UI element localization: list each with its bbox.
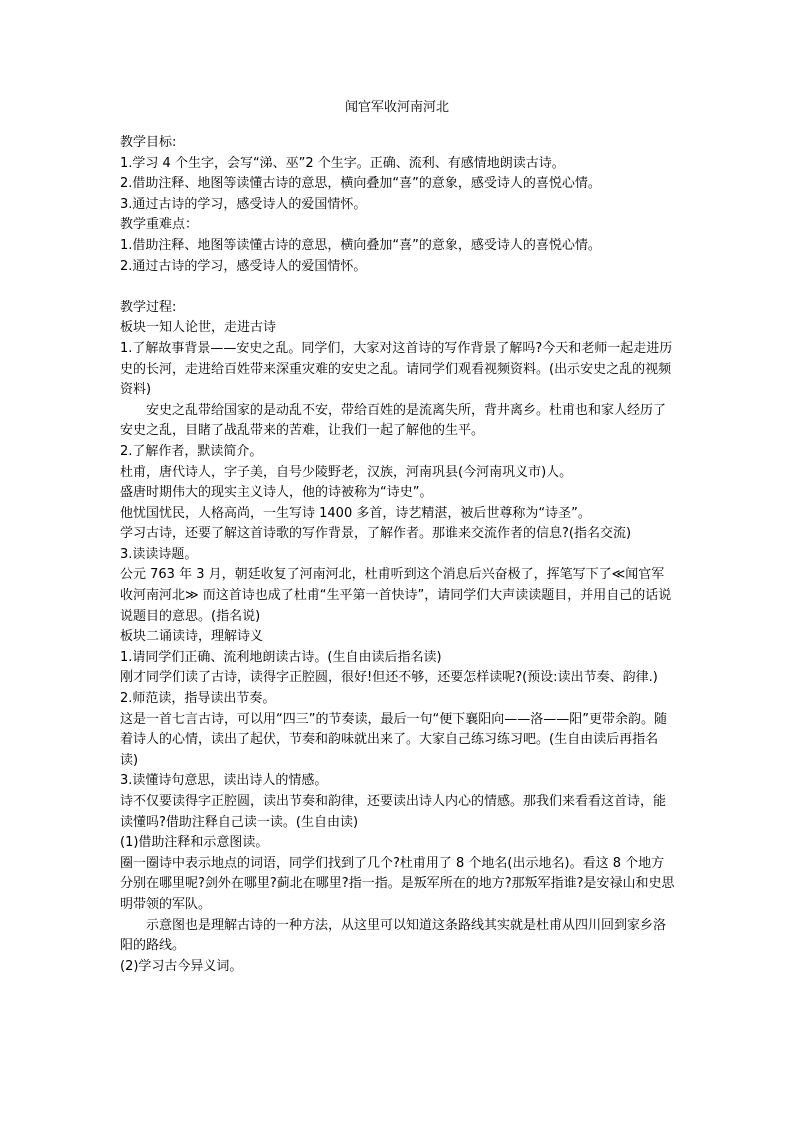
key-point-item: 2.通过古诗的学习，感受诗人的爱国情怀。 [120,258,367,274]
paragraph: 圈一圈诗中表示地点的词语，同学们找到了几个?杜甫用了 8 个地名(出示地名)。看这 8 个地方分别在哪里呢?剑外在哪里?蓟北在哪里?指一指。是叛军所在的地方?那叛军指谁?是安禄山和史思明带领的军队。 [120,855,675,912]
paragraph: 安史之乱带给国家的是动乱不安，带给百姓的是流离失所，背井离乡。杜甫也和家人经历了安史之乱，目睹了战乱带来的苦难，让我们一起了解他的生平。 [120,402,667,439]
paragraph: 诗不仅要读得字正腔圆，读出节奏和韵律，还要读出诗人内心的情感。那我们来看看这首诗，能读懂吗?借助注释自己读一读。(生自由读) [120,794,667,830]
paragraph: 这是一首七言古诗，可以用“四三”的节奏读，最后一句“便下襄阳向——洛——阳”更带余韵。随着诗人的心情，读出了起伏，节奏和韵味就出来了。大家自己练习练习吧。(生自由读后再指名读) [120,711,667,768]
paragraph: 1.了解故事背景——安史之乱。同学们，大家对这首诗的写作背景了解吗?今天和老师一起走进历史的长河，走进给百姓带来深重灾难的安史之乱。请同学们观看视频资料。(出示安史之乱的视频资料) [120,340,673,398]
sub-step-heading: (2)学习古今异义词。 [120,958,243,974]
section-heading-process: 教学过程: [120,299,177,315]
step-heading: 2.师范读，指导读出节奏。 [120,691,276,707]
paragraph: 学习古诗，还要了解这首诗歌的写作背景，了解作者。那谁来交流作者的信息?(指名交流) [120,526,632,542]
sub-step-heading: (1)借助注释和示意图读。 [120,835,269,851]
paragraph: 他忧国忧民，人格高尚，一生写诗 1400 多首，诗艺精湛，被后世尊称为“诗圣”。 [120,505,591,521]
paragraph: 示意图也是理解古诗的一种方法，从这里可以知道这条路线其实就是杜甫从四川回到家乡洛阳的路线。 [120,917,667,954]
objective-item: 3.通过古诗的学习，感受诗人的爱国情怀。 [120,196,367,212]
step-heading: 2.了解作者，默读简介。 [120,443,263,459]
paragraph: 刚才同学们读了古诗，读得字正腔圆，很好!但还不够，还要怎样读呢?(预设:读出节奏、韵律.) [120,670,658,686]
step-heading: 1.请同学们正确、流利地朗读古诗。(生自由读后指名读) [120,649,442,665]
blank-line [120,277,676,298]
paragraph: 盛唐时期伟大的现实主义诗人，他的诗被称为“诗史”。 [120,485,433,501]
objective-item: 2.借助注释、地图等读懂古诗的意思，横向叠加“喜”的意象，感受诗人的喜悦心情。 [120,176,601,192]
block-heading: 板块二诵读诗，理解诗义 [120,629,264,645]
objective-item: 1.学习 4 个生字，会写“涕、巫”2 个生字。正确、流利、有感情地朗读古诗。 [120,155,565,171]
paragraph: 杜甫，唐代诗人，字子美，自号少陵野老，汉族，河南巩县(今河南巩义市)人。 [120,464,573,480]
section-heading-key-points: 教学重难点： [120,217,199,233]
document-title: 闻官军收河南河北 [344,100,449,115]
key-point-item: 1.借助注释、地图等读懂古诗的意思，横向叠加“喜”的意象，感受诗人的喜悦心情。 [120,237,601,253]
document-body [120,133,676,977]
step-heading: 3.读懂诗句意思，读出诗人的情感。 [120,773,328,789]
paragraph: 公元 763 年 3 月，朝廷收复了河南河北，杜甫听到这个消息后兴奋极了，挥笔写下了≪闻官军收河南河北≫ 而这首诗也成了杜甫“生平第一首快诗”，请同学们大声读读题目，并用自己的话说说题目的意思。(指名说) [120,567,672,624]
block-heading: 板块一知人论世，走进古诗 [120,320,277,336]
section-heading-objectives: 教学目标: [120,135,177,150]
step-heading: 3.读读诗题。 [120,546,198,562]
